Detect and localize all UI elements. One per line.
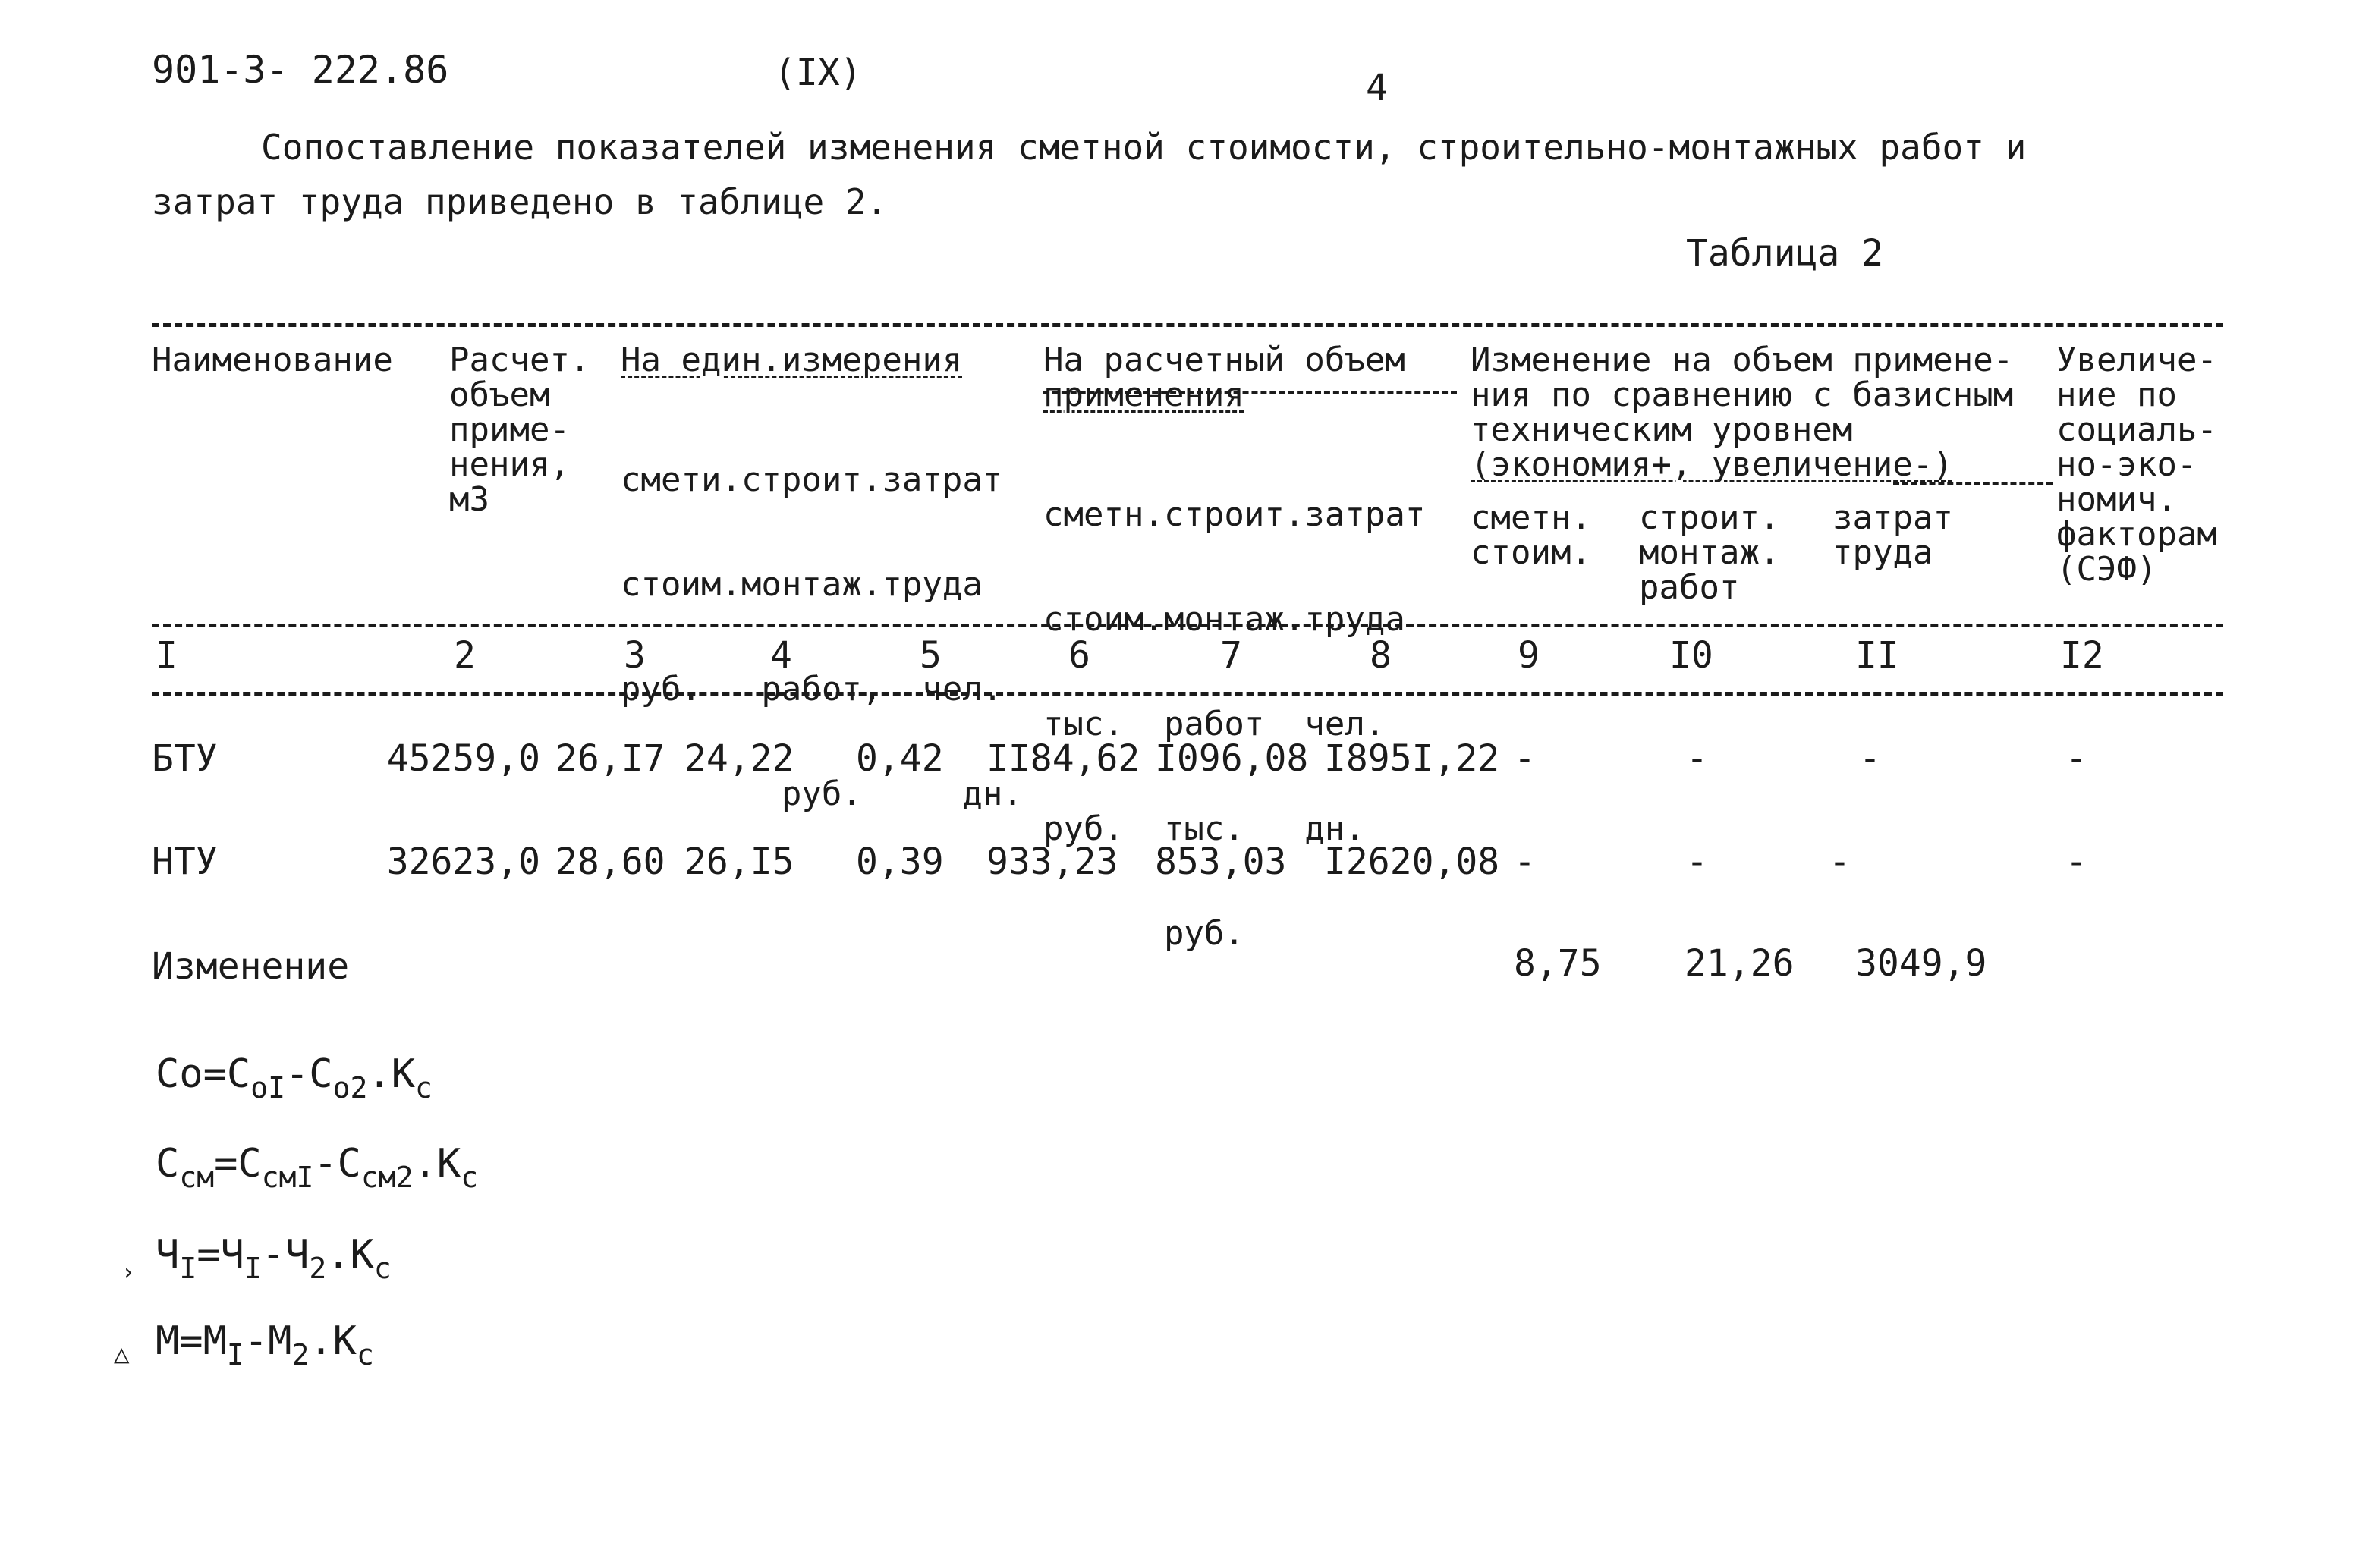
cell-increase-sef: - — [2065, 737, 2087, 780]
cell-unit-cost: 26,I7 — [555, 737, 665, 780]
header-change-cost: сметн. стоим. — [1471, 498, 1591, 572]
cell-change-construction: - — [1686, 737, 1708, 780]
cell-volume-construction: 853,03 — [1155, 841, 1287, 883]
cell-change-labor: - — [1829, 841, 1851, 883]
section-number: (IX) — [774, 52, 862, 94]
cell-calc-volume: 32623,0 — [386, 841, 540, 883]
cell-volume-labor: I895I,22 — [1324, 737, 1500, 780]
column-number: 7 — [1220, 634, 1242, 677]
row-name: НТУ — [152, 841, 218, 883]
header-calc-volume: Расчет. объем приме- нения, м3 — [449, 341, 590, 519]
header-per-volume-title: На расчетный объем применения — [1043, 341, 1405, 414]
column-number: I2 — [2060, 634, 2104, 677]
header-per-unit-sub: смети.строит.затрат стоим.монтаж.труда руб. работ, чел. руб. дн. — [621, 460, 1023, 813]
column-number: II — [1855, 634, 1899, 677]
cell-volume-cost: II84,62 — [986, 737, 1140, 780]
column-number: I0 — [1669, 634, 1713, 677]
formula-labor: $Ч_I=Ч_I-Ч_2.K_c$ — [156, 1232, 392, 1285]
header-name: Наименование — [152, 341, 393, 379]
cell-volume-cost: 933,23 — [986, 841, 1118, 883]
table-caption: Таблица 2 — [1686, 232, 1884, 275]
header-change-title: Изменение на объем примене- ния по сравнению с базисным техническим уровнем (экономия+, увеличение-) — [1471, 341, 2014, 484]
intro-text-line-1: Сопоставление показателей изменения сметной стоимости, строительно-монтажных работ и — [261, 127, 2027, 168]
row-name: БТУ — [152, 737, 218, 780]
formula-construction: $C_{см}=C_{смI}-C_{см2}.K_c$ — [156, 1141, 479, 1194]
column-number: 9 — [1518, 634, 1540, 677]
column-number: 8 — [1370, 634, 1392, 677]
header-per-unit-title: На един.измерения — [621, 341, 963, 379]
formula-cost: $Co=C_{oI}-C_{o2}.K_c$ — [156, 1051, 433, 1105]
header-per-volume-sub: сметн.строит.затрат стоим.монтаж.труда тыс. работ чел. руб. тыс. дн. руб. — [1043, 495, 1426, 953]
cell-unit-construction: 24,22 — [684, 737, 794, 780]
cell-change-cost: 8,75 — [1514, 942, 1602, 985]
cell-unit-labor: 0,42 — [856, 737, 944, 780]
header-change-construction: строит. монтаж. работ — [1639, 498, 1780, 607]
cell-increase-sef: - — [2065, 841, 2087, 883]
column-number: 3 — [624, 634, 646, 677]
cell-change-cost: - — [1514, 737, 1536, 780]
row-name: Изменение — [152, 945, 350, 988]
cell-volume-labor: I2620,08 — [1324, 841, 1500, 883]
cell-change-construction: 21,26 — [1685, 942, 1795, 985]
column-number: 2 — [454, 634, 476, 677]
document-code: 901-3- 222.86 — [152, 48, 449, 92]
cell-volume-construction: I096,08 — [1155, 737, 1309, 780]
cell-change-cost: - — [1514, 841, 1536, 883]
cell-change-labor: - — [1859, 737, 1881, 780]
cell-change-labor: 3049,9 — [1855, 942, 1987, 985]
margin-mark: › — [121, 1259, 136, 1286]
cell-unit-cost: 28,60 — [555, 841, 665, 883]
margin-mark: △ — [114, 1339, 130, 1369]
table-top-rule — [152, 323, 2223, 327]
header-change-labor: затрат труда — [1832, 498, 1953, 572]
column-number: 4 — [770, 634, 792, 677]
cell-unit-construction: 26,I5 — [684, 841, 794, 883]
cell-unit-labor: 0,39 — [856, 841, 944, 883]
cell-calc-volume: 45259,0 — [386, 737, 540, 780]
cell-change-construction: - — [1686, 841, 1708, 883]
intro-text-line-2: затрат труда приведено в таблице 2. — [152, 181, 888, 222]
page-number: 4 — [1366, 67, 1388, 109]
column-number: 5 — [920, 634, 942, 677]
header-increase-sef: Увеличе- ние по социаль- но-эко- номич. факторам (СЭФ) — [2056, 341, 2217, 589]
column-number: 6 — [1068, 634, 1090, 677]
formula-m: $М=М_I-М_2.K_c$ — [156, 1318, 374, 1372]
column-number: I — [156, 634, 178, 677]
